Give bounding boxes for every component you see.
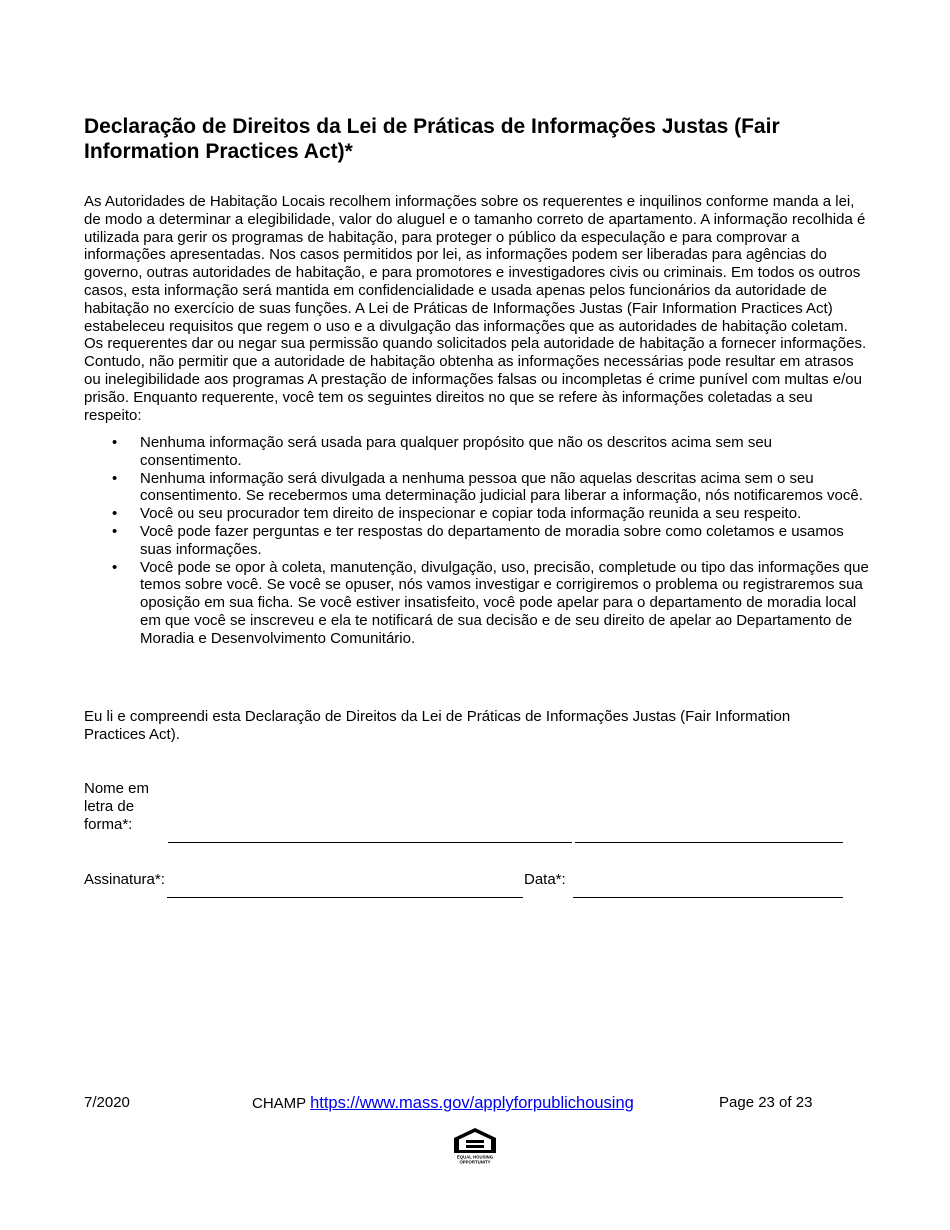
bullet: •	[112, 469, 118, 487]
name-field-extension[interactable]	[575, 842, 843, 843]
logo-text-bottom: OPPORTUNITY	[459, 1159, 491, 1165]
page-number: Page 23 of 23	[719, 1094, 813, 1111]
equal-housing-opportunity-logo	[450, 1126, 500, 1166]
footer-link[interactable]: https://www.mass.gov/applyforpublichousing	[310, 1094, 634, 1112]
program-name: CHAMP	[252, 1095, 306, 1112]
right-text: Você pode se opor à coleta, manutenção, divulgação, uso, precisão, completude ou tipo das informações que temos sobre você. Se você se opuser, nós vamos investigar e corrigiremos o problema ou registraremos sua oposição em sua ficha. Se você estiver insatisfeito, você pode apelar para o departamento de moradia local em que você se inscreveu e ela te notificará de sua decisão e de seu direito de apelar ao Departamento de Moradia e Desenvolvimento Comunitário.	[140, 558, 869, 647]
name-label: Nome em letra de forma*:	[84, 780, 150, 833]
date-field[interactable]	[573, 897, 843, 898]
right-text: Você pode fazer perguntas e ter respostas do departamento de moradia sobre como coletamos e usamos suas informações.	[140, 522, 844, 558]
list-item	[84, 434, 870, 470]
name-field[interactable]	[168, 842, 572, 843]
bullet: •	[112, 558, 118, 576]
list-item	[84, 470, 870, 506]
list-item	[84, 505, 870, 523]
bullet: •	[112, 522, 118, 540]
footer-date: 7/2020	[84, 1094, 130, 1111]
rights-list	[84, 434, 870, 648]
right-text: Nenhuma informação será divulgada a nenhuma pessoa que não aquelas descritas acima sem o seu consentimento. Se recebermos uma determinação judicial para liberar a informação, nós notificaremos você.	[140, 469, 863, 505]
footer-program	[252, 1094, 634, 1113]
right-text: Você ou seu procurador tem direito de inspecionar e copiar toda informação reunida a seu respeito.	[140, 505, 802, 523]
right-text: Nenhuma informação será usada para qualquer propósito que não os descritos acima sem seu consentimento.	[140, 434, 773, 469]
bullet: •	[112, 434, 118, 451]
list-item	[84, 559, 870, 648]
logo-text-top: EQUAL HOUSING	[456, 1154, 494, 1160]
bullet: •	[112, 505, 118, 523]
signature-field[interactable]	[167, 897, 523, 898]
signature-label: Assinatura*:	[84, 871, 165, 888]
acknowledgment-text: Eu li e compreendi esta Declaração de Direitos da Lei de Práticas de Informações Justas (Fair Information Practices Act).	[84, 708, 791, 743]
date-label: Data*:	[524, 871, 566, 888]
list-item	[84, 523, 870, 559]
document-title: Declaração de Direitos da Lei de Práticas de Informações Justas (Fair Information Practices Act)*	[84, 115, 780, 163]
intro-paragraph: As Autoridades de Habitação Locais recolhem informações sobre os requerentes e inquilinos conforme manda a lei, de modo a determinar a elegibilidade, valor do aluguel e o tamanho correto de apartamento. A informação recolhida é utilizada para gerir os programas de habitação, para proteger o público da especulação e para comprovar a informações apresentadas. Nos casos permitidos por lei, as informações podem ser liberadas para agências do governo, outras autoridades de habitação, e para promotores e investigadores civis ou criminais. Em todos os outros casos, esta informação será mantida em confidencialidade e usada apenas pelos funcionários da autoridade de habitação no exercício de suas funções. A Lei de Práticas de Informações Justas (Fair Information Practices Act) estabeleceu requisitos que regem o uso e a divulgação das informações que as autoridades de habitação coletam. Os requerentes dar ou negar sua permissão quando solicitados pela autoridade de habitação a fornecer informações. Contudo, não permitir que a autoridade de habitação obtenha as informações necessárias pode resultar em atrasos ou inelegibilidade aos programas A prestação de informações falsas ou incompletas é crime punível com multas e/ou prisão. Enquanto requerente, você tem os seguintes direitos no que se refere às informações coletadas a seu respeito:	[84, 193, 867, 424]
